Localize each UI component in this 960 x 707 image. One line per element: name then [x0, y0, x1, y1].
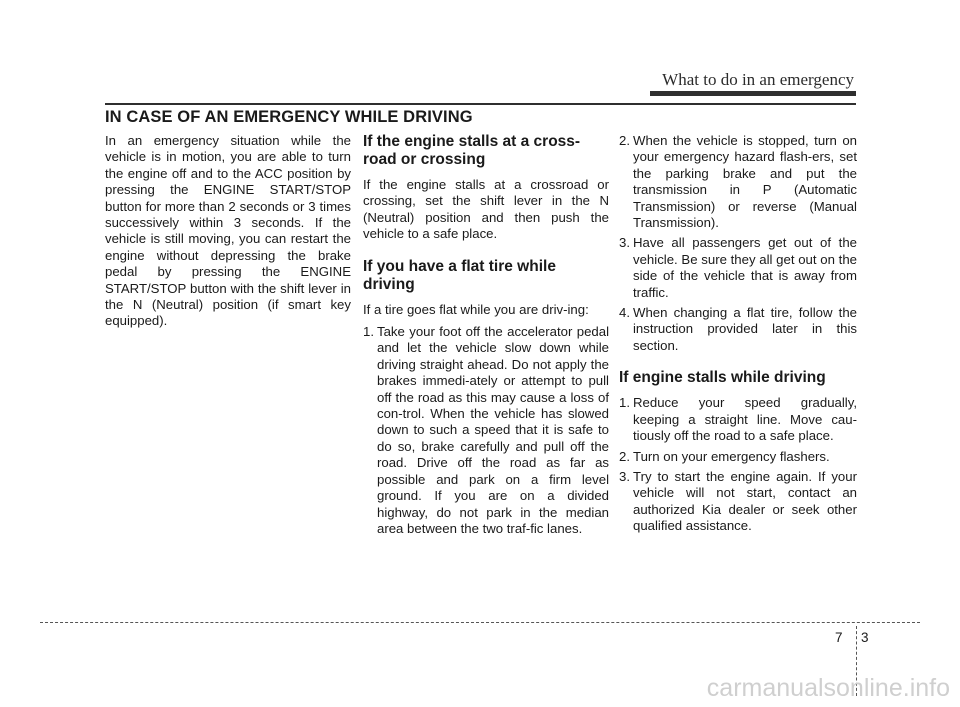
list-item	[619, 305, 857, 354]
engine-stall-steps	[619, 395, 857, 534]
list-text: Take your foot off the accelerator pedal and let the vehicle slow down while driving straight ahead. Do not apply the brakes immedi-ately or attempt to pull off the road as this may cause a loss of con-trol. When the vehicle has slowed down to such a speed that it is safe to do so, brake carefully and pull off the road. Drive off the road as far as possible and park on a firm level ground. If you are on a divided highway, do not park in the median area between the two traf-fic lanes.	[377, 324, 609, 536]
list-item	[619, 133, 857, 231]
list-item	[619, 235, 857, 301]
watermark: carmanualsonline.info	[706, 674, 950, 702]
list-text: Turn on your emergency flashers.	[633, 448, 830, 464]
column-left	[105, 133, 351, 330]
list-text: When changing a flat tire, follow the instruction provided later in this section.	[633, 305, 857, 353]
column-right	[619, 133, 857, 539]
list-number: 3.	[619, 235, 630, 251]
heading-engine-stalls-driving: If engine stalls while driving	[619, 369, 826, 387]
list-number: 4.	[619, 305, 630, 321]
header-bar	[650, 91, 856, 96]
intro-paragraph: In an emergency situation while the vehicle is in motion, you are able to turn the engine off and to the ACC position by pressing the ENGINE START/STOP button for more than 2 seconds or 3 times successively within 3 seconds. If the vehicle is still moving, you can restart the engine without depressing the brake pedal by pressing the ENGINE START/STOP button with the shift lever in the N (Neutral) position (if smart key equipped).	[105, 133, 351, 329]
list-item	[619, 395, 857, 444]
list-number: 1.	[619, 395, 630, 411]
list-item	[363, 324, 609, 537]
flat-tire-steps-continued	[619, 133, 857, 354]
page-number: 3	[861, 630, 869, 645]
list-number: 1.	[363, 324, 374, 340]
column-middle	[363, 133, 609, 541]
list-text: Reduce your speed gradually, keeping a straight line. Move cau-tiously off the road to a safe place.	[633, 395, 857, 444]
paragraph-flat-tire: If a tire goes flat while you are driv-ing:	[363, 301, 589, 317]
list-number: 2.	[619, 133, 630, 148]
list-number: 3.	[619, 468, 630, 484]
running-header: What to do in an emergency	[662, 70, 854, 89]
list-text: Have all passengers get out of the vehicle. Be sure they all get out on the side of the vehicle that is away from traffic.	[633, 235, 857, 300]
heading-engine-stalls-crossing: If the engine stalls at a cross-road or crossing	[363, 133, 581, 168]
list-text: Try to start the engine again. If your vehicle will not start, contact an authorized Kia dealer or seek other qualified assistance.	[633, 468, 857, 534]
list-item	[619, 469, 857, 535]
flat-tire-steps	[363, 324, 609, 537]
heading-flat-tire: If you have a flat tire while driving	[363, 257, 556, 293]
page-title: IN CASE OF AN EMERGENCY WHILE DRIVING	[105, 108, 473, 126]
list-item	[619, 449, 857, 465]
paragraph-crossing: If the engine stalls at a crossroad or crossing, set the shift lever in the N (Neutral) position and then push the vehicle to a safe place.	[363, 177, 609, 242]
chapter-number: 7	[835, 630, 843, 645]
list-number: 2.	[619, 448, 630, 464]
section-rule	[105, 103, 856, 105]
footer-dashed-rule	[40, 622, 920, 623]
list-text: When the vehicle is stopped, turn on your emergency hazard flash-ers, set the parking brake and put the transmission in P (Automatic Transmission) or reverse (Manual Transmission).	[633, 133, 857, 231]
